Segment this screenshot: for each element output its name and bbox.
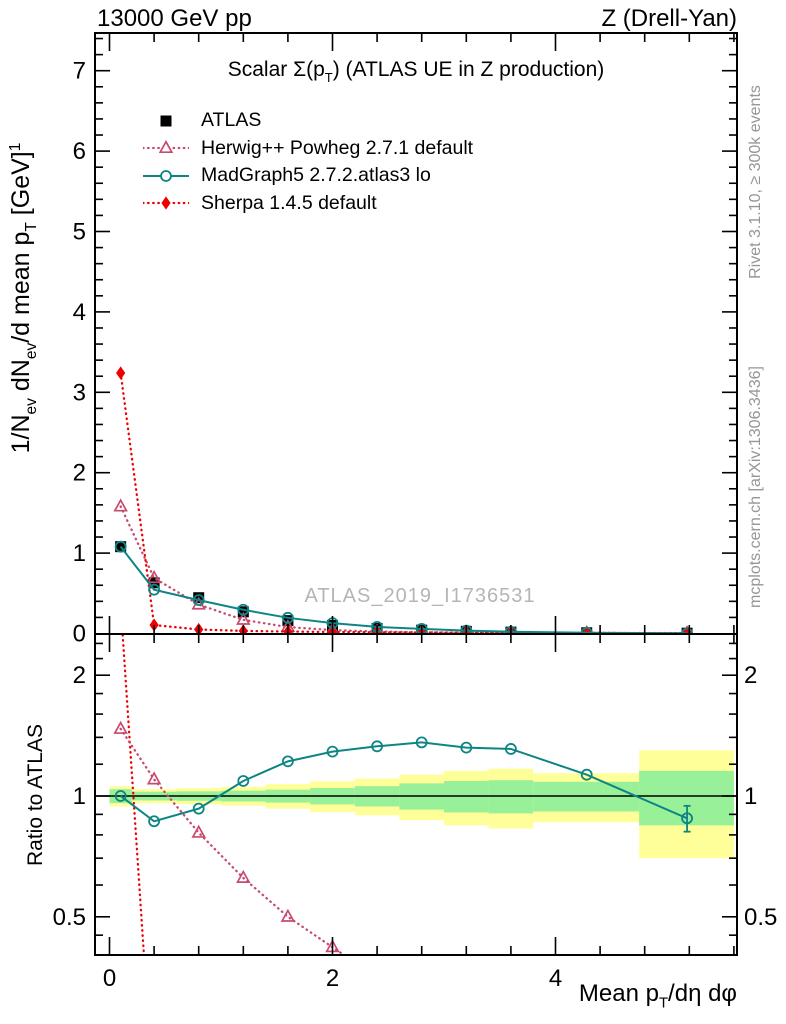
plot-title-subscript: T [324,69,333,85]
legend-label: ATLAS [201,109,262,132]
beam-energy-label: 13000 GeV pp [97,5,252,32]
madgraph5-legend-glyph [143,167,189,185]
main-y-axis-label [7,143,41,454]
legend-label: Sherpa 1.4.5 default [201,191,377,214]
herwig-curve [115,500,693,637]
ylabel-sup: 1 [6,142,24,152]
ratio-y-tick-label-right: 2 [744,662,758,690]
green-band [444,781,489,812]
ylabel-part: 1/N [7,414,36,454]
legend-item-herwig [143,135,473,163]
mcplots-arxiv-note: mcplots.cern.ch [arXiv:1306.3436] [747,366,764,608]
plot-title-text: Scalar Σ(p [227,58,325,81]
x-tick-label: 4 [548,965,563,992]
x-tick-label: 2 [325,965,340,992]
legend-label: Herwig++ Powheg 2.7.1 default [201,136,474,159]
legend-item-atlas [143,107,473,135]
main-y-tick-label: 6 [72,138,86,166]
legend-item-madgraph [143,162,473,190]
plot-title-suffix: ) (ATLAS UE in Z production) [332,58,605,81]
ylabel-sub: ev [23,342,41,360]
herwig++-legend-glyph [143,139,189,157]
legend-item-sherpa [143,190,473,218]
main-y-tick-label: 5 [72,218,86,246]
main-y-tick-label: 4 [72,298,86,326]
ylabel-sub: ev [23,398,41,415]
x-axis-label [579,980,737,1012]
ratio-y-tick-label-left: 2 [72,662,86,690]
ylabel-part: dN [7,359,36,399]
ylabel-sub: T [23,222,41,232]
main-y-tick-label: 0 [72,620,86,648]
xlabel-part: Mean p [578,980,659,1007]
herwig-marker-icon [143,139,189,157]
ratio-y-axis-label: Ratio to ATLAS [24,723,47,867]
ratio-y-tick-label-left: 0.5 [52,903,86,931]
main-y-tick-label: 3 [72,379,86,407]
atlas-marker-icon [143,112,189,130]
x-tick-label: 0 [102,965,117,992]
legend-label: MadGraph5 2.7.2.atlas3 lo [201,164,431,187]
process-label: Z (Drell-Yan) [601,5,737,32]
ratio-y-tick-label-right: 0.5 [744,903,778,931]
analysis-watermark: ATLAS_2019_I1736531 [304,585,536,607]
sherpa-marker-icon [143,194,189,212]
atlas-legend-glyph [143,112,189,130]
ratio-y-tick-label-left: 1 [72,783,86,810]
xlabel-sub: T [658,995,669,1012]
madgraph-marker-icon [143,167,189,185]
legend [143,107,473,217]
ylabel-part: [GeV] [7,151,36,223]
rivet-version-note: Rivet 3.1.10, ≥ 300k events [747,85,764,279]
sherpa-legend-glyph [143,194,189,212]
ylabel-part: /d mean p [7,231,36,343]
herwig-ratio [115,723,383,982]
uncertainty-bands [110,750,734,858]
sherpa-ratio-line [121,605,154,1024]
main-y-tick-label: 7 [72,57,86,85]
main-y-tick-label: 1 [72,540,86,568]
ratio-y-tick-label-right: 1 [744,783,758,810]
xlabel-part: /dη dφ [668,980,737,1007]
green-band [489,780,534,813]
main-y-tick-label: 2 [72,459,86,487]
plot-title [228,58,605,85]
